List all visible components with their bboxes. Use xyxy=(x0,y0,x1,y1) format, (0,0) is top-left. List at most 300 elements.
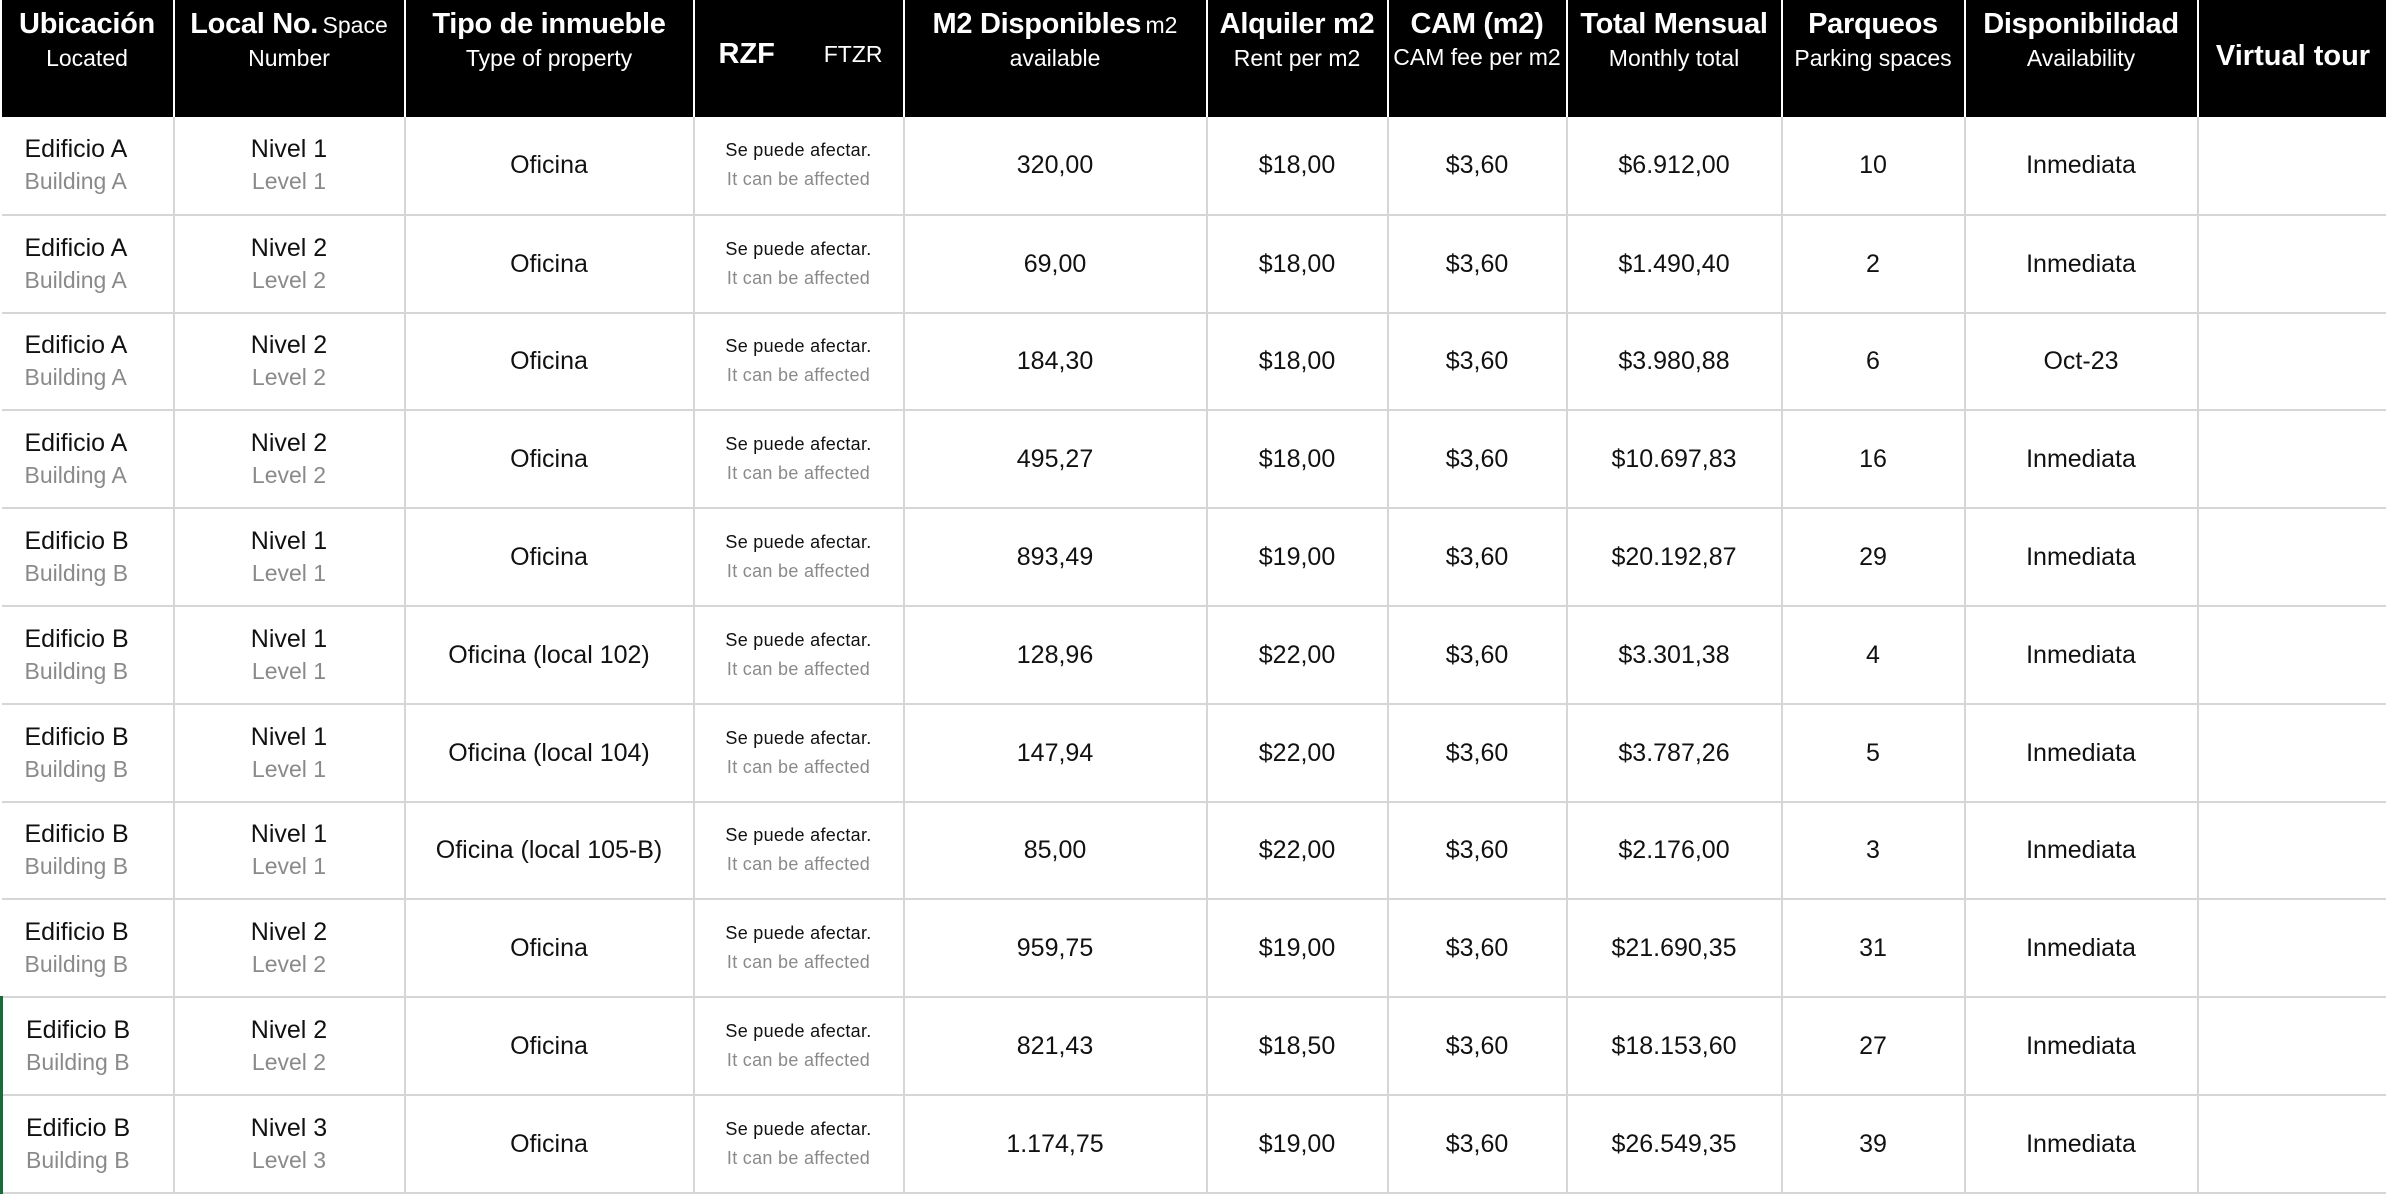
located-en: Building B xyxy=(24,853,129,880)
table-row xyxy=(2,802,2386,900)
rzf-es: Se puede afectar. xyxy=(725,238,872,259)
cell-monthly-total[interactable] xyxy=(1567,215,1782,313)
cell-m2-available[interactable] xyxy=(904,704,1207,802)
rent-value: $18,00 xyxy=(1258,151,1336,180)
availability-value: Oct-23 xyxy=(2043,347,2119,376)
header-type-es: Tipo de inmueble xyxy=(432,8,666,40)
cell-parking[interactable] xyxy=(1782,899,1965,997)
located-en: Building B xyxy=(26,1146,130,1173)
cell-space-number[interactable] xyxy=(174,606,405,704)
type-value: Oficina (local 105-B) xyxy=(435,836,663,865)
cell-space-number[interactable] xyxy=(174,215,405,313)
header-located-en: Located xyxy=(46,45,128,71)
cell-virtual-tour[interactable] xyxy=(2198,215,2386,313)
cell-rzf[interactable] xyxy=(694,997,904,1095)
header-space-en: Number xyxy=(248,45,330,71)
cell-rzf[interactable] xyxy=(694,704,904,802)
table-body xyxy=(2,117,2386,1193)
cell-cam[interactable] xyxy=(1388,606,1567,704)
cell-rzf[interactable] xyxy=(694,606,904,704)
cell-virtual-tour[interactable] xyxy=(2198,410,2386,508)
rent-value: $18,50 xyxy=(1258,1032,1336,1061)
header-type-en: Type of property xyxy=(465,45,633,71)
header-m2-available[interactable] xyxy=(904,0,1207,117)
cell-type[interactable] xyxy=(405,508,694,606)
rzf-es: Se puede afectar. xyxy=(725,532,872,553)
header-space-es: Local No. xyxy=(190,8,319,40)
level-es: Nivel 1 xyxy=(250,527,328,556)
total-value: $20.192,87 xyxy=(1611,543,1737,572)
header-located[interactable] xyxy=(2,0,174,117)
cam-value: $3,60 xyxy=(1445,249,1509,278)
header-total-es: Total Mensual xyxy=(1580,8,1768,40)
level-es: Nivel 2 xyxy=(250,918,328,947)
cell-availability[interactable] xyxy=(1965,215,2198,313)
cell-rzf[interactable] xyxy=(694,802,904,900)
cell-space-number[interactable] xyxy=(174,508,405,606)
table-row xyxy=(2,997,2386,1095)
rzf-en: It can be affected xyxy=(726,854,871,875)
type-value: Oficina xyxy=(510,151,588,180)
table-row xyxy=(2,899,2386,997)
total-value: $3.787,26 xyxy=(1618,738,1730,767)
table-row xyxy=(2,215,2386,313)
cell-rent[interactable] xyxy=(1207,1095,1388,1193)
cell-cam[interactable] xyxy=(1388,704,1567,802)
table-row xyxy=(2,508,2386,606)
availability-value: Inmediata xyxy=(2026,445,2136,474)
cell-availability[interactable] xyxy=(1965,606,2198,704)
cell-type[interactable] xyxy=(405,215,694,313)
type-value: Oficina (local 102) xyxy=(448,640,650,669)
m2-value: 184,30 xyxy=(1016,347,1094,376)
cell-virtual-tour[interactable] xyxy=(2198,802,2386,900)
rzf-en: It can be affected xyxy=(726,1050,871,1071)
rzf-es: Se puede afectar. xyxy=(725,1021,872,1042)
cell-type[interactable] xyxy=(405,704,694,802)
cell-located[interactable] xyxy=(2,1095,174,1193)
total-value: $3.980,88 xyxy=(1618,347,1730,376)
parking-value: 4 xyxy=(1866,640,1880,669)
cell-space-number[interactable] xyxy=(174,899,405,997)
type-value: Oficina xyxy=(510,347,588,376)
header-space-inline: Space xyxy=(322,12,388,38)
m2-value: 320,00 xyxy=(1016,151,1094,180)
header-row xyxy=(2,0,2386,117)
level-en: Level 1 xyxy=(251,560,327,587)
cell-located[interactable] xyxy=(2,313,174,411)
level-en: Level 2 xyxy=(251,364,327,391)
type-value: Oficina xyxy=(510,1129,588,1158)
located-en: Building A xyxy=(24,364,127,391)
cell-rzf[interactable] xyxy=(694,1095,904,1193)
header-cam-en: CAM fee per m2 xyxy=(1393,44,1561,70)
cell-parking[interactable] xyxy=(1782,215,1965,313)
header-virtual-tour[interactable] xyxy=(2198,0,2386,117)
total-value: $6.912,00 xyxy=(1618,151,1730,180)
cell-cam[interactable] xyxy=(1388,997,1567,1095)
rzf-es: Se puede afectar. xyxy=(725,140,872,161)
cell-monthly-total[interactable] xyxy=(1567,606,1782,704)
cell-rzf[interactable] xyxy=(694,410,904,508)
cell-availability[interactable] xyxy=(1965,1095,2198,1193)
header-rent-en: Rent per m2 xyxy=(1233,45,1361,71)
level-es: Nivel 2 xyxy=(250,429,328,458)
located-es: Edificio B xyxy=(24,624,129,653)
header-parking-es: Parqueos xyxy=(1808,8,1938,40)
cell-space-number[interactable] xyxy=(174,704,405,802)
rzf-es: Se puede afectar. xyxy=(725,629,872,650)
cam-value: $3,60 xyxy=(1445,738,1509,767)
rzf-es: Se puede afectar. xyxy=(725,923,872,944)
cell-space-number[interactable] xyxy=(174,802,405,900)
level-en: Level 1 xyxy=(251,168,327,195)
header-m2-inline: m2 xyxy=(1145,12,1178,38)
cell-type[interactable] xyxy=(405,313,694,411)
rent-value: $18,00 xyxy=(1258,445,1336,474)
cell-rent[interactable] xyxy=(1207,899,1388,997)
parking-value: 3 xyxy=(1866,836,1880,865)
table-row xyxy=(2,117,2386,215)
cell-type[interactable] xyxy=(405,899,694,997)
m2-value: 85,00 xyxy=(1023,836,1087,865)
rent-value: $22,00 xyxy=(1258,738,1336,767)
cell-m2-available[interactable] xyxy=(904,117,1207,215)
cell-space-number[interactable] xyxy=(174,313,405,411)
type-value: Oficina xyxy=(510,1032,588,1061)
rent-value: $22,00 xyxy=(1258,640,1336,669)
rzf-es: Se puede afectar. xyxy=(725,434,872,455)
cell-rent[interactable] xyxy=(1207,802,1388,900)
header-rzf[interactable] xyxy=(694,0,904,117)
table-row xyxy=(2,313,2386,411)
located-en: Building B xyxy=(26,1049,130,1076)
cam-value: $3,60 xyxy=(1445,445,1509,474)
header-parking[interactable] xyxy=(1782,0,1965,117)
level-es: Nivel 3 xyxy=(250,1113,328,1142)
cell-located[interactable] xyxy=(2,508,174,606)
cell-virtual-tour[interactable] xyxy=(2198,899,2386,997)
cam-value: $3,60 xyxy=(1445,543,1509,572)
header-total-en: Monthly total xyxy=(1608,45,1740,71)
availability-value: Inmediata xyxy=(2026,249,2136,278)
header-tour-es: Virtual tour xyxy=(2215,40,2371,72)
cell-space-number[interactable] xyxy=(174,117,405,215)
rent-value: $19,00 xyxy=(1258,934,1336,963)
cell-m2-available[interactable] xyxy=(904,410,1207,508)
cell-cam[interactable] xyxy=(1388,508,1567,606)
cell-cam[interactable] xyxy=(1388,215,1567,313)
cell-virtual-tour[interactable] xyxy=(2198,606,2386,704)
cam-value: $3,60 xyxy=(1445,1032,1509,1061)
cell-parking[interactable] xyxy=(1782,1095,1965,1193)
table-row xyxy=(2,606,2386,704)
parking-value: 39 xyxy=(1859,1129,1887,1158)
located-en: Building A xyxy=(24,266,127,293)
level-en: Level 2 xyxy=(251,266,327,293)
cell-availability[interactable] xyxy=(1965,997,2198,1095)
cell-virtual-tour[interactable] xyxy=(2198,313,2386,411)
cell-m2-available[interactable] xyxy=(904,899,1207,997)
total-value: $1.490,40 xyxy=(1618,249,1730,278)
cell-space-number[interactable] xyxy=(174,997,405,1095)
cell-monthly-total[interactable] xyxy=(1567,802,1782,900)
cell-type[interactable] xyxy=(405,997,694,1095)
cell-cam[interactable] xyxy=(1388,899,1567,997)
located-es: Edificio B xyxy=(24,722,129,751)
located-es: Edificio B xyxy=(26,1016,131,1045)
level-en: Level 2 xyxy=(251,951,327,978)
cell-virtual-tour[interactable] xyxy=(2198,704,2386,802)
located-en: Building B xyxy=(24,951,129,978)
cam-value: $3,60 xyxy=(1445,836,1509,865)
header-availability-en: Availability xyxy=(2026,45,2136,71)
type-value: Oficina xyxy=(510,445,588,474)
cell-m2-available[interactable] xyxy=(904,1095,1207,1193)
rzf-es: Se puede afectar. xyxy=(725,1118,872,1139)
cell-rzf[interactable] xyxy=(694,215,904,313)
rzf-en: It can be affected xyxy=(726,169,871,190)
availability-value: Inmediata xyxy=(2026,738,2136,767)
level-es: Nivel 1 xyxy=(250,624,328,653)
located-es: Edificio B xyxy=(26,1113,131,1142)
header-located-es: Ubicación xyxy=(19,8,155,40)
cell-monthly-total[interactable] xyxy=(1567,899,1782,997)
parking-value: 29 xyxy=(1859,543,1887,572)
rzf-en: It can be affected xyxy=(726,658,871,679)
availability-value: Inmediata xyxy=(2026,1129,2136,1158)
cell-m2-available[interactable] xyxy=(904,215,1207,313)
parking-value: 31 xyxy=(1859,934,1887,963)
located-en: Building B xyxy=(24,657,129,684)
cam-value: $3,60 xyxy=(1445,347,1509,376)
header-type[interactable] xyxy=(405,0,694,117)
m2-value: 893,49 xyxy=(1016,543,1094,572)
cell-rzf[interactable] xyxy=(694,313,904,411)
m2-value: 147,94 xyxy=(1016,738,1094,767)
cam-value: $3,60 xyxy=(1445,640,1509,669)
m2-value: 495,27 xyxy=(1016,445,1094,474)
type-value: Oficina xyxy=(510,543,588,572)
cell-cam[interactable] xyxy=(1388,1095,1567,1193)
type-value: Oficina xyxy=(510,249,588,278)
cell-type[interactable] xyxy=(405,1095,694,1193)
cell-monthly-total[interactable] xyxy=(1567,704,1782,802)
cell-type[interactable] xyxy=(405,410,694,508)
cell-located[interactable] xyxy=(2,606,174,704)
rzf-en: It can be affected xyxy=(726,561,871,582)
cell-availability[interactable] xyxy=(1965,410,2198,508)
total-value: $10.697,83 xyxy=(1611,445,1737,474)
total-value: $2.176,00 xyxy=(1618,836,1730,865)
cell-rent[interactable] xyxy=(1207,117,1388,215)
cell-availability[interactable] xyxy=(1965,313,2198,411)
m2-value: 128,96 xyxy=(1016,640,1094,669)
rzf-es: Se puede afectar. xyxy=(725,336,872,357)
type-value: Oficina xyxy=(510,934,588,963)
cell-virtual-tour[interactable] xyxy=(2198,997,2386,1095)
header-monthly-total[interactable] xyxy=(1567,0,1782,117)
level-en: Level 1 xyxy=(251,657,327,684)
cell-availability[interactable] xyxy=(1965,704,2198,802)
header-space-number[interactable] xyxy=(174,0,405,117)
located-es: Edificio A xyxy=(24,233,128,262)
header-cam-es: CAM (m2) xyxy=(1410,8,1544,40)
cell-availability[interactable] xyxy=(1965,117,2198,215)
type-value: Oficina (local 104) xyxy=(448,738,650,767)
located-en: Building A xyxy=(24,168,127,195)
m2-value: 1.174,75 xyxy=(1006,1129,1104,1158)
cell-parking[interactable] xyxy=(1782,704,1965,802)
level-es: Nivel 2 xyxy=(250,331,328,360)
header-rent[interactable] xyxy=(1207,0,1388,117)
cell-located[interactable] xyxy=(2,802,174,900)
header-rzf-es: RZF xyxy=(718,38,775,70)
located-es: Edificio A xyxy=(24,135,128,164)
m2-value: 69,00 xyxy=(1023,249,1087,278)
rent-value: $22,00 xyxy=(1258,836,1336,865)
cell-rent[interactable] xyxy=(1207,606,1388,704)
cell-monthly-total[interactable] xyxy=(1567,313,1782,411)
cell-parking[interactable] xyxy=(1782,997,1965,1095)
cell-located[interactable] xyxy=(2,410,174,508)
header-parking-en: Parking spaces xyxy=(1794,45,1952,71)
total-value: $18.153,60 xyxy=(1611,1032,1737,1061)
cell-space-number[interactable] xyxy=(174,410,405,508)
level-en: Level 2 xyxy=(251,1049,327,1076)
table-row xyxy=(2,1095,2386,1193)
cell-rzf[interactable] xyxy=(694,899,904,997)
table-row xyxy=(2,704,2386,802)
table-row xyxy=(2,410,2386,508)
cell-availability[interactable] xyxy=(1965,508,2198,606)
level-en: Level 1 xyxy=(251,755,327,782)
rzf-es: Se puede afectar. xyxy=(725,825,872,846)
rzf-en: It can be affected xyxy=(726,463,871,484)
cam-value: $3,60 xyxy=(1445,1129,1509,1158)
cell-monthly-total[interactable] xyxy=(1567,508,1782,606)
cell-m2-available[interactable] xyxy=(904,313,1207,411)
header-rzf-en: FTZR xyxy=(823,41,883,67)
availability-value: Inmediata xyxy=(2026,836,2136,865)
cell-located[interactable] xyxy=(2,997,174,1095)
availability-value: Inmediata xyxy=(2026,543,2136,572)
cell-parking[interactable] xyxy=(1782,313,1965,411)
cell-availability[interactable] xyxy=(1965,899,2198,997)
total-value: $21.690,35 xyxy=(1611,934,1737,963)
cell-availability[interactable] xyxy=(1965,802,2198,900)
cell-parking[interactable] xyxy=(1782,802,1965,900)
cell-parking[interactable] xyxy=(1782,117,1965,215)
total-value: $3.301,38 xyxy=(1618,640,1730,669)
cell-rent[interactable] xyxy=(1207,997,1388,1095)
header-rent-es: Alquiler m2 xyxy=(1219,8,1375,40)
cell-cam[interactable] xyxy=(1388,117,1567,215)
cell-space-number[interactable] xyxy=(174,1095,405,1193)
parking-value: 2 xyxy=(1866,249,1880,278)
cell-m2-available[interactable] xyxy=(904,802,1207,900)
level-es: Nivel 1 xyxy=(250,135,328,164)
cell-monthly-total[interactable] xyxy=(1567,117,1782,215)
availability-value: Inmediata xyxy=(2026,1032,2136,1061)
located-es: Edificio A xyxy=(24,331,128,360)
level-en: Level 1 xyxy=(251,853,327,880)
cam-value: $3,60 xyxy=(1445,151,1509,180)
cell-monthly-total[interactable] xyxy=(1567,410,1782,508)
availability-value: Inmediata xyxy=(2026,934,2136,963)
rent-value: $18,00 xyxy=(1258,347,1336,376)
header-availability[interactable] xyxy=(1965,0,2198,117)
located-es: Edificio B xyxy=(24,918,129,947)
cell-located[interactable] xyxy=(2,117,174,215)
cell-virtual-tour[interactable] xyxy=(2198,1095,2386,1193)
cell-located[interactable] xyxy=(2,704,174,802)
located-en: Building A xyxy=(24,462,127,489)
cell-m2-available[interactable] xyxy=(904,606,1207,704)
m2-value: 959,75 xyxy=(1016,934,1094,963)
rzf-en: It can be affected xyxy=(726,267,871,288)
located-es: Edificio B xyxy=(24,527,129,556)
cell-rzf[interactable] xyxy=(694,508,904,606)
cell-type[interactable] xyxy=(405,117,694,215)
level-es: Nivel 2 xyxy=(250,233,328,262)
cell-rzf[interactable] xyxy=(694,117,904,215)
cell-rent[interactable] xyxy=(1207,704,1388,802)
parking-value: 6 xyxy=(1866,347,1880,376)
level-es: Nivel 1 xyxy=(250,722,328,751)
parking-value: 16 xyxy=(1859,445,1887,474)
cell-rent[interactable] xyxy=(1207,508,1388,606)
rzf-en: It can be affected xyxy=(726,1147,871,1168)
cell-m2-available[interactable] xyxy=(904,997,1207,1095)
located-en: Building B xyxy=(24,755,129,782)
rent-value: $18,00 xyxy=(1258,249,1336,278)
level-es: Nivel 2 xyxy=(250,1016,328,1045)
parking-value: 5 xyxy=(1866,738,1880,767)
rzf-en: It can be affected xyxy=(726,952,871,973)
total-value: $26.549,35 xyxy=(1611,1129,1737,1158)
cell-m2-available[interactable] xyxy=(904,508,1207,606)
cell-parking[interactable] xyxy=(1782,508,1965,606)
header-cam[interactable] xyxy=(1388,0,1567,117)
availability-value: Inmediata xyxy=(2026,151,2136,180)
cell-located[interactable] xyxy=(2,215,174,313)
cell-type[interactable] xyxy=(405,606,694,704)
level-en: Level 3 xyxy=(251,1146,327,1173)
cell-virtual-tour[interactable] xyxy=(2198,508,2386,606)
cell-type[interactable] xyxy=(405,802,694,900)
located-es: Edificio B xyxy=(24,820,129,849)
cell-parking[interactable] xyxy=(1782,606,1965,704)
cell-cam[interactable] xyxy=(1388,802,1567,900)
cell-parking[interactable] xyxy=(1782,410,1965,508)
cell-rent[interactable] xyxy=(1207,215,1388,313)
cell-monthly-total[interactable] xyxy=(1567,1095,1782,1193)
cell-cam[interactable] xyxy=(1388,410,1567,508)
m2-value: 821,43 xyxy=(1016,1032,1094,1061)
parking-value: 10 xyxy=(1859,151,1887,180)
cell-rent[interactable] xyxy=(1207,313,1388,411)
level-es: Nivel 1 xyxy=(250,820,328,849)
availability-value: Inmediata xyxy=(2026,640,2136,669)
cell-monthly-total[interactable] xyxy=(1567,997,1782,1095)
header-m2-es: M2 Disponibles xyxy=(932,8,1142,40)
rent-value: $19,00 xyxy=(1258,543,1336,572)
cell-cam[interactable] xyxy=(1388,313,1567,411)
cell-rent[interactable] xyxy=(1207,410,1388,508)
cell-located[interactable] xyxy=(2,899,174,997)
cell-virtual-tour[interactable] xyxy=(2198,117,2386,215)
